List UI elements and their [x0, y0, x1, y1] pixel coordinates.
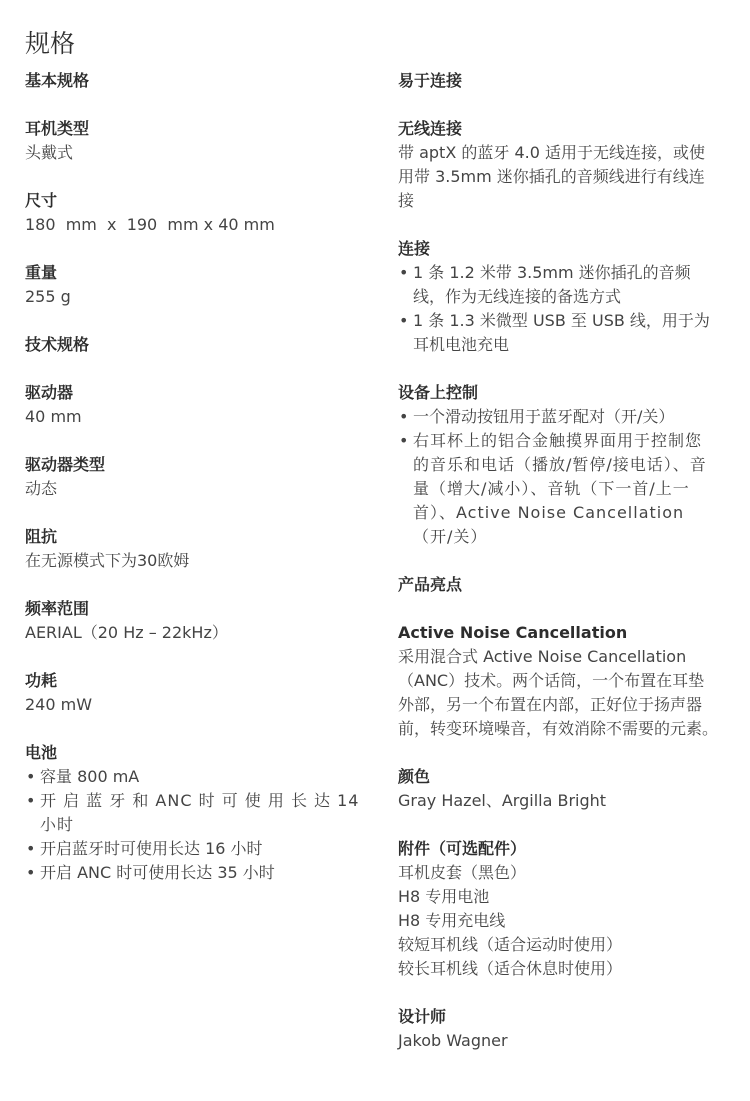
- list-item: • 1 条 1.2 米带 3.5mm 迷你插孔的音频线，作为无线连接的备选方式: [398, 261, 718, 309]
- spec-label: 尺寸: [25, 191, 58, 210]
- spec-frequency: [25, 597, 370, 645]
- list-item: • 一个滑动按钮用于蓝牙配对（开/关）: [398, 405, 718, 429]
- list-item: • 右耳杯上的铝合金触摸界面用于控制您的音乐和电话（播放/暂停/接电话）、音量（增大/减小）、音轨（下一首/上一首）、Active Noise Cancellation（开/关）: [398, 429, 718, 549]
- left-column: [25, 69, 370, 885]
- list-item: • 1 条 1.3 米微型 USB 至 USB 线，用于为耳机电池充电: [398, 309, 718, 357]
- spec-value: 255 g: [25, 287, 71, 306]
- spec-label: 无线连接: [398, 119, 463, 138]
- spec-wireless: [398, 117, 718, 213]
- spec-label: 设备上控制: [398, 383, 479, 402]
- spec-label: 颜色: [398, 767, 431, 786]
- spec-value: 采用混合式 Active Noise Cancellation（ANC）技术。两个话筒，一个布置在耳垫外部，另一个布置在内部，正好位于扬声器前，转变环境噪音，有效消除不需要的元素。: [398, 647, 719, 738]
- spec-label: 附件（可选配件）: [398, 839, 527, 858]
- spec-driver: [25, 381, 370, 429]
- spec-power: [25, 669, 370, 717]
- right-column: [398, 69, 718, 1053]
- spec-label: 驱动器: [25, 383, 74, 402]
- list-item: • 开启蓝牙时可使用长达 16 小时: [25, 837, 370, 861]
- list-item: • 开启 ANC 时可使用长达 35 小时: [25, 861, 370, 885]
- spec-label: 耳机类型: [25, 119, 90, 138]
- highlights-heading: 产品亮点: [398, 575, 463, 594]
- spec-value: 动态: [25, 479, 58, 498]
- spec-value: 带 aptX 的蓝牙 4.0 适用于无线连接，或使用带 3.5mm 迷你插孔的音频线进行有线连接: [398, 143, 705, 210]
- accessory-item: H8 专用充电线: [398, 911, 506, 930]
- spec-battery: [25, 741, 370, 885]
- spec-label: 频率范围: [25, 599, 90, 618]
- spec-anc: [398, 621, 718, 741]
- basic-specs-heading: 基本规格: [25, 71, 90, 90]
- accessory-item: H8 专用电池: [398, 887, 490, 906]
- spec-weight: [25, 261, 370, 309]
- connection-list: [398, 261, 718, 357]
- spec-label: 设计师: [398, 1007, 447, 1026]
- list-item: • 开 启 蓝 牙 和 ANC 时 可 使 用 长 达 14 小时: [25, 789, 370, 837]
- spec-label: 重量: [25, 263, 58, 282]
- spec-value: 40 mm: [25, 407, 82, 426]
- spec-accessories: [398, 837, 718, 981]
- spec-connection: [398, 237, 718, 357]
- spec-value: 在无源模式下为30欧姆: [25, 551, 190, 570]
- spec-impedance: [25, 525, 370, 573]
- spec-label: 电池: [25, 743, 58, 762]
- spec-label: 阻抗: [25, 527, 58, 546]
- spec-designer: [398, 1005, 718, 1053]
- spec-device-controls: [398, 381, 718, 549]
- tech-specs-heading: 技术规格: [25, 335, 90, 354]
- accessory-item: 较长耳机线（适合休息时使用）: [398, 959, 623, 978]
- spec-driver-type: [25, 453, 370, 501]
- accessory-item: 较短耳机线（适合运动时使用）: [398, 935, 623, 954]
- spec-value: 头戴式: [25, 143, 74, 162]
- page-title: 规格: [25, 29, 76, 58]
- spec-value: Gray Hazel、Argilla Bright: [398, 791, 607, 810]
- spec-label: 连接: [398, 239, 431, 258]
- spec-label: 驱动器类型: [25, 455, 106, 474]
- spec-earphone-type: [25, 117, 370, 165]
- spec-label: 功耗: [25, 671, 58, 690]
- battery-list: [25, 765, 370, 885]
- spec-colors: [398, 765, 718, 813]
- spec-size: [25, 189, 370, 237]
- accessory-item: 耳机皮套（黑色）: [398, 863, 527, 882]
- list-item: • 容量 800 mA: [25, 765, 370, 789]
- spec-value: 180 mm x 190 mm x 40 mm: [25, 215, 275, 234]
- controls-list: [398, 405, 718, 549]
- spec-label: Active Noise Cancellation: [398, 623, 628, 642]
- spec-value: Jakob Wagner: [398, 1031, 508, 1050]
- connectivity-heading: 易于连接: [398, 71, 463, 90]
- spec-value: 240 mW: [25, 695, 93, 714]
- spec-value: AERIAL（20 Hz – 22kHz）: [25, 623, 228, 642]
